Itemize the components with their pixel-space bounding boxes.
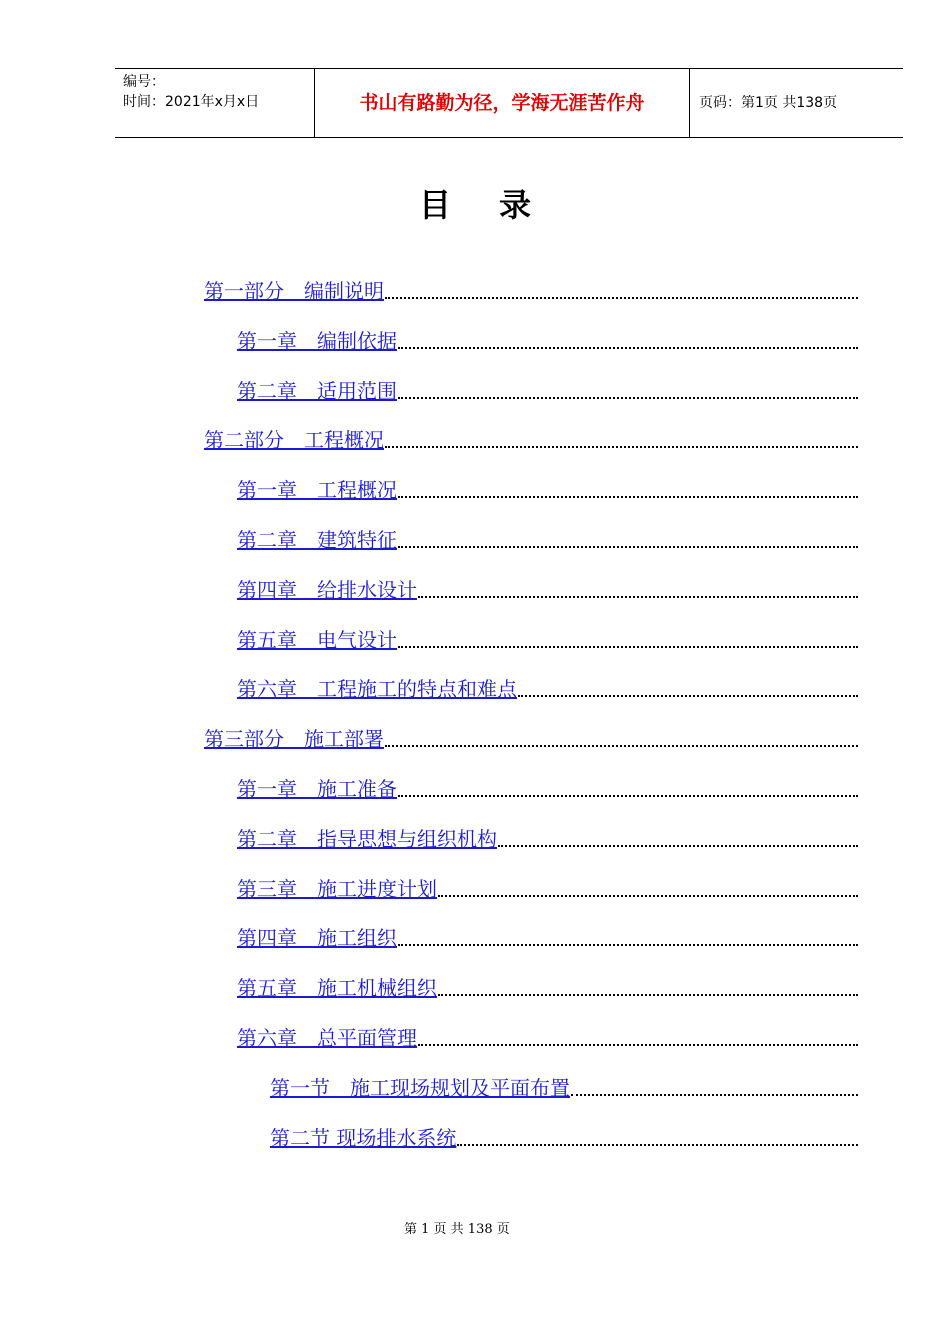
toc-dot-leader [518,695,858,697]
toc-dot-leader [385,297,858,299]
toc-dot-leader [457,1144,858,1146]
motto: 书山有路勤为径，学海无涯苦作舟 [359,92,645,114]
toc-entry-link[interactable]: 第三章 施工进度计划 [237,876,437,901]
toc-dot-leader [418,596,858,598]
header-table [115,68,903,138]
toc-entry[interactable] [237,915,858,951]
toc-entry[interactable] [237,517,858,553]
toc-entry-link[interactable]: 第二节 现场排水系统 [270,1125,457,1150]
toc-entry-link[interactable]: 第六章 总平面管理 [237,1026,417,1050]
toc-dot-leader [418,1044,858,1046]
toc-entry[interactable] [237,467,858,503]
header-page-cell [689,69,903,137]
toc-entry-link[interactable]: 第二部分 工程概况 [204,428,384,453]
toc-entry[interactable] [237,567,858,603]
toc-dot-leader [398,546,858,548]
toc-entry[interactable] [204,716,858,752]
toc-entry[interactable] [237,766,858,802]
toc-entry-link[interactable]: 第三部分 施工部署 [204,727,384,752]
toc-entry-link[interactable]: 第二章 建筑特征 [237,528,397,552]
toc-entry[interactable] [237,1015,858,1051]
header-motto-cell [314,69,690,137]
toc-entry-link[interactable]: 第一节 施工现场规划及平面布置 [270,1075,570,1100]
toc-entry[interactable] [204,268,858,304]
toc-dot-leader [385,446,858,448]
toc-entry-link[interactable]: 第一部分 编制说明 [204,279,384,303]
toc-dot-leader [438,895,858,897]
toc-entry[interactable] [237,965,858,1001]
toc-dot-leader [398,944,858,946]
toc-entry[interactable] [237,368,858,404]
toc-entry[interactable] [204,417,858,453]
toc-entry-link[interactable]: 第二章 指导思想与组织机构 [237,826,497,851]
doc-date: 时间：2021年x月x日 [123,94,260,110]
toc-dot-leader [398,646,858,648]
toc-entry[interactable] [237,666,858,702]
toc-entry[interactable] [237,816,858,852]
toc-entry[interactable] [270,1065,858,1101]
toc-entry-link[interactable]: 第一章 工程概况 [237,478,397,503]
page-title: 目录 [418,186,579,224]
toc-entry-link[interactable]: 第五章 施工机械组织 [237,976,437,1001]
toc-entry-link[interactable]: 第六章 工程施工的特点和难点 [237,677,517,702]
toc-dot-leader [438,994,858,996]
page-info: 页码：第1页 共138页 [699,95,838,111]
doc-number: 编号： [123,74,165,90]
toc-dot-leader [398,795,858,797]
toc-entry-link[interactable]: 第五章 电气设计 [237,627,397,652]
toc-entry-link[interactable]: 第四章 施工组织 [237,926,397,951]
toc-entry[interactable] [237,318,858,354]
toc-entry-link[interactable]: 第四章 给排水设计 [237,577,417,602]
toc-dot-leader [398,496,858,498]
toc-dot-leader [498,845,858,847]
toc-dot-leader [385,745,858,747]
toc-dot-leader [571,1094,858,1096]
page-footer: 第 1 页 共 138 页 [404,1222,510,1237]
toc-dot-leader [398,397,858,399]
toc-entry[interactable] [237,866,858,902]
header-info-cell [115,69,314,137]
toc-entry[interactable] [237,617,858,653]
toc-entry[interactable] [270,1115,858,1151]
toc-entry-link[interactable]: 第一章 编制依据 [237,328,397,353]
toc-entry-link[interactable]: 第一章 施工准备 [237,777,397,801]
toc-dot-leader [398,347,858,349]
toc-entry-link[interactable]: 第二章 适用范围 [237,378,397,403]
